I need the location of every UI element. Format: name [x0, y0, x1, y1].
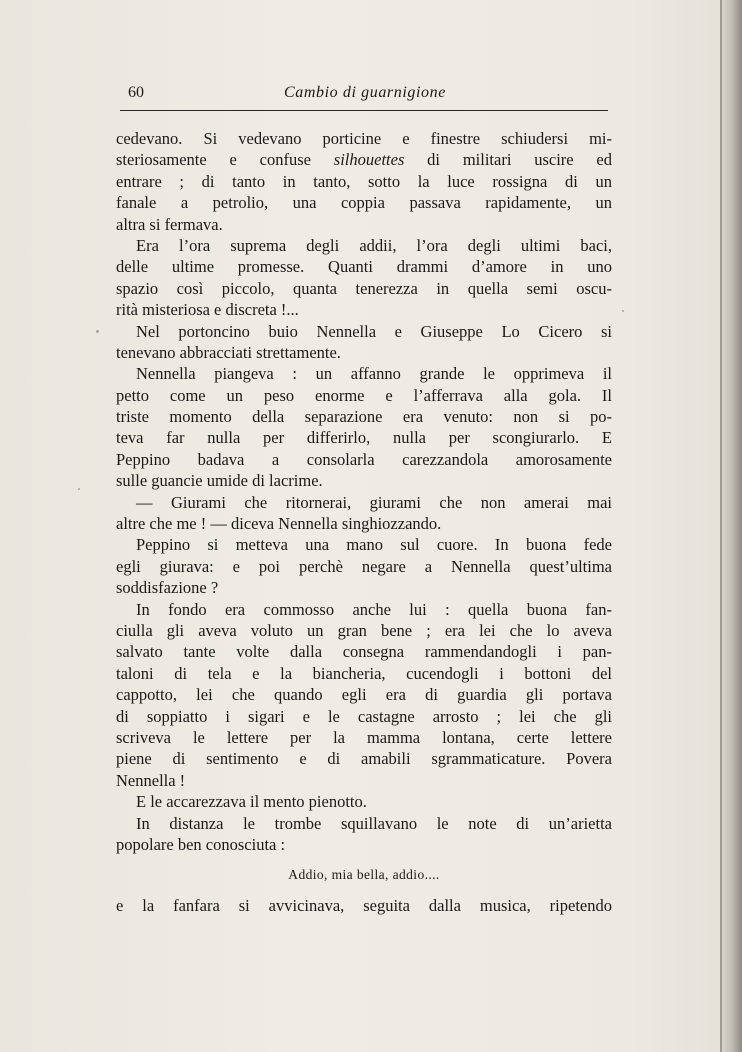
text-line-segment: petto come un peso enorme e l’afferrava alla gola. Il	[116, 385, 612, 405]
text-line	[116, 556, 612, 577]
text-line	[116, 492, 612, 513]
text-line	[116, 577, 612, 598]
text-line	[116, 470, 612, 491]
page-header	[120, 84, 608, 110]
text-line-segment: soddisfazione ?	[116, 578, 219, 598]
text-line	[116, 299, 612, 320]
text-line-segment: fanale a petrolio, una coppia passava rapidamente, un	[116, 193, 612, 213]
text-line	[116, 385, 612, 406]
text-line-segment: ciulla gli aveva voluto un gran bene ; era lei che lo aveva	[116, 620, 612, 640]
text-line-segment: Nel portoncino buio Nennella e Giuseppe Lo Cicero si	[136, 321, 612, 341]
text-line: e la fanfara si avvicinava, seguita dalla musica, ripetendo	[116, 896, 612, 916]
text-line	[116, 599, 612, 620]
text-line	[116, 663, 612, 684]
text-line	[116, 149, 612, 170]
text-line-segment: cappotto, lei che quando egli era di guardia gli portava	[116, 685, 612, 705]
text-line-segment: delle ultime promesse. Quanti drammi d’amore in uno	[116, 257, 612, 277]
text-line-segment: teva far nulla per differirlo, nulla per scongiurarlo. E	[116, 428, 612, 448]
text-line	[116, 128, 612, 149]
text-line-segment: taloni di tela e la biancheria, cucendogli i bottoni del	[116, 663, 612, 683]
text-line	[116, 171, 612, 192]
text-line-segment: Nennella piangeva : un affanno grande le opprimeva il	[136, 364, 612, 384]
text-line-segment: entrare ; di tanto in tanto, sotto la luce rossigna di un	[116, 171, 612, 191]
text-line	[116, 321, 612, 342]
text-line	[116, 770, 612, 791]
body-text	[116, 128, 612, 917]
italic-word: silhouettes	[333, 150, 405, 170]
text-line	[116, 813, 612, 834]
text-line-segment: altra si fermava.	[116, 214, 223, 234]
text-line	[116, 727, 612, 748]
text-line-segment: altre che me ! — diceva Nennella singhiozzando.	[116, 514, 442, 534]
text-line-segment: scriveva le lettere per la mamma lontana, certe lettere	[116, 727, 612, 747]
text-line-segment: piene di sentimento e di amabili sgrammaticature. Povera	[116, 749, 612, 769]
text-line-segment: In distanza le trombe squillavano le note di un’arietta	[136, 813, 612, 833]
page-number: 60	[128, 84, 144, 101]
text-line-segment: Peppino si metteva una mano sul cuore. In buona fede	[136, 535, 612, 555]
text-line	[116, 342, 612, 363]
text-line-segment: sulle guancie umide di lacrime.	[116, 471, 323, 491]
text-line	[116, 834, 612, 855]
text-line-segment: popolare ben conosciuta :	[116, 834, 286, 854]
text-line-segment: rità misteriosa e discreta !...	[116, 300, 299, 320]
text-line	[116, 235, 612, 256]
text-line	[116, 706, 612, 727]
text-line	[116, 684, 612, 705]
text-line-segment: di militari uscire ed	[404, 150, 612, 170]
book-spine-shadow	[720, 0, 742, 1052]
text-line	[116, 278, 612, 299]
text-line	[116, 513, 612, 534]
text-line	[116, 363, 612, 384]
text-line-segment: egli giurava: e poi perchè negare a Nennella quest’ultima	[116, 556, 612, 576]
song-quote: Addio, mia bella, addio....	[288, 867, 440, 883]
text-line	[116, 534, 612, 555]
text-line	[116, 449, 612, 470]
running-title: Cambio di guarnigione	[284, 84, 446, 101]
text-line-segment: Nennella !	[116, 770, 186, 790]
text-line-segment: salvato tante volte dalla consegna rammendandogli i pan-	[116, 642, 612, 662]
text-line-segment: triste momento della separazione era venuto: non si po-	[116, 407, 612, 427]
text-line-segment: Era l’ora suprema degli addii, l’ora degli ultimi baci,	[136, 235, 612, 255]
text-line-segment: tenevano abbracciati strettamente.	[116, 342, 341, 362]
text-line-segment: steriosamente e confuse	[116, 150, 334, 170]
text-line-segment: spazio così piccolo, quanta tenerezza in quella semi oscu-	[116, 278, 612, 298]
ink-speck	[96, 330, 99, 333]
text-line	[116, 427, 612, 448]
text-line	[116, 791, 612, 812]
text-line-segment: E le accarezzava il mento pienotto.	[136, 792, 367, 812]
text-line	[116, 192, 612, 213]
text-line-segment: — Giurami che ritornerai, giurami che non amerai mai	[136, 492, 612, 512]
text-line	[116, 641, 612, 662]
page-edge-line	[720, 0, 722, 1052]
text-line	[116, 214, 612, 235]
text-line	[116, 256, 612, 277]
text-line	[116, 406, 612, 427]
header-rule	[120, 110, 608, 111]
text-line-segment: In fondo era commosso anche lui : quella buona fan-	[136, 599, 612, 619]
text-line-segment: Peppino badava a consolarla carezzandola amorosamente	[116, 449, 612, 469]
text-line	[116, 748, 612, 769]
ink-speck	[78, 488, 80, 490]
text-line	[116, 620, 612, 641]
text-line-segment: di soppiatto i sigari e le castagne arrosto ; lei che gli	[116, 706, 612, 726]
text-line-segment: cedevano. Si vedevano porticine e finestre schiudersi mi-	[116, 129, 612, 148]
ink-speck	[622, 310, 624, 312]
